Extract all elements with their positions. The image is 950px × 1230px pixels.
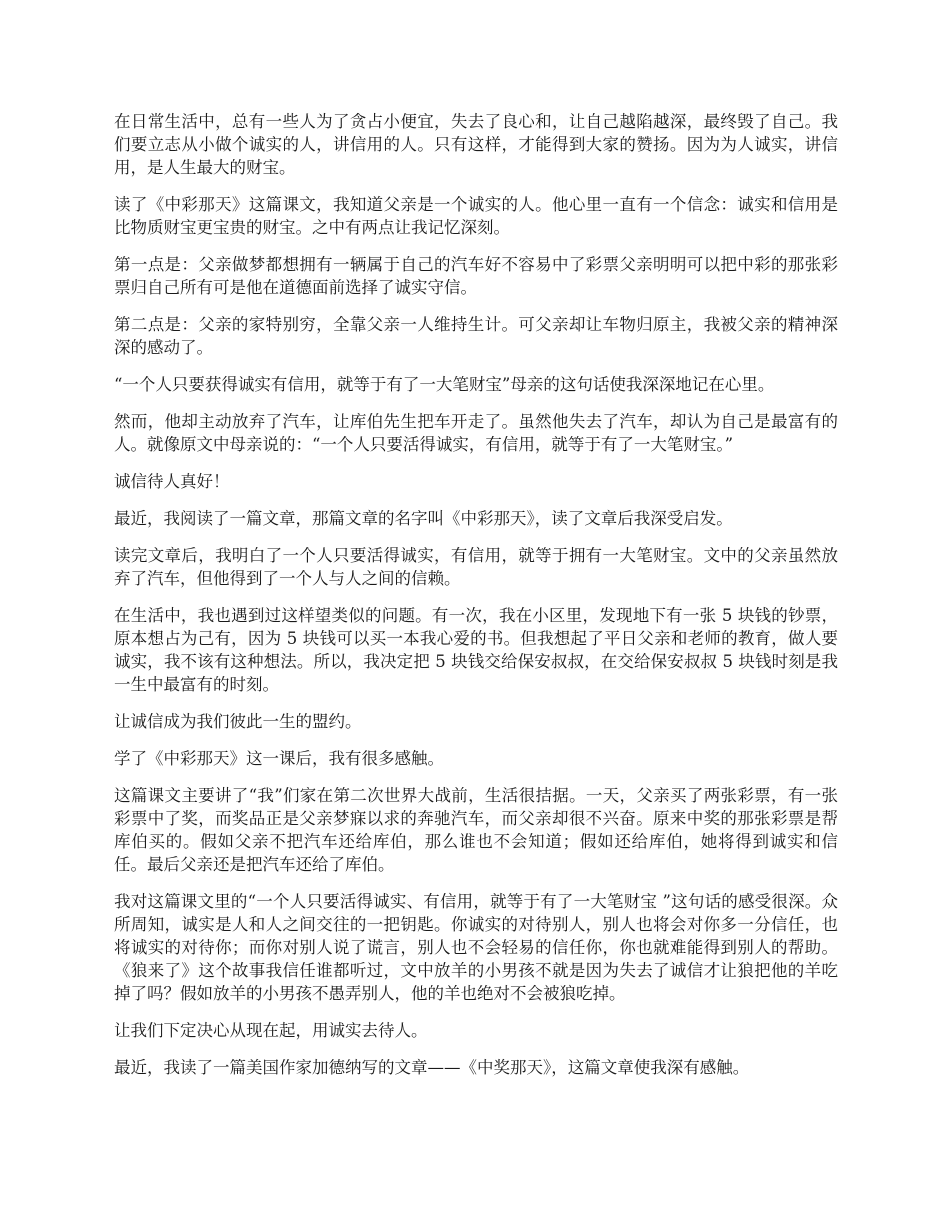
paragraph-7: 诚信待人真好！ <box>114 472 230 491</box>
paragraph-15: 让我们下定决心从现在起，用诚实去待人。 <box>114 1021 428 1040</box>
paragraph-3: 第一点是：父亲做梦都想拥有一辆属于自己的汽车好不容易中了彩票父亲明明可以把中彩的那张彩票归自己所有可是他在道德面前选择了诚实守信。 <box>114 255 838 297</box>
paragraph-16: 最近，我读了一篇美国作家加德纳写的文章——《中奖那天》，这篇文章使我深有感触。 <box>114 1058 750 1077</box>
paragraph-11: 让诚信成为我们彼此一生的盟约。 <box>114 712 362 731</box>
paragraph-5: “一个人只要获得诚实有信用，就等于有了一大笔财宝”母亲的这句话使我深深地记在心里。 <box>114 375 775 394</box>
paragraph-9: 读完文章后，我明白了一个人只要活得诚实，有信用，就等于拥有一大笔财宝。文中的父亲虽然放弃了汽车，但他得到了一个人与人之间的信赖。 <box>114 546 838 588</box>
paragraph-6: 然而，他却主动放弃了汽车，让库伯先生把车开走了。虽然他失去了汽车，却认为自己是最富有的人。就像原文中母亲说的：“一个人只要活得诚实，有信用，就等于有了一大笔财宝。” <box>114 412 838 454</box>
paragraph-10: 在生活中，我也遇到过这样望类似的问题。有一次，我在小区里，发现地下有一张 5 块钱的钞票，原本想占为己有，因为 5 块钱可以买一本我心爱的书。但我想起了平日父亲和老师的教育，做人要诚实，我不该有这种想法。所以，我决定把 5 块钱交给保安叔叔，在交给保安叔叔 5 块钱时刻是我一生中最富有的时刻。 <box>114 606 838 694</box>
paragraph-8: 最近，我阅读了一篇文章，那篇文章的名字叫《中彩那天》，读了文章后我深受启发。 <box>114 509 733 528</box>
paragraph-1: 在日常生活中，总有一些人为了贪占小便宜，失去了良心和，让自己越陷越深，最终毁了自己。我们要立志从小做个诚实的人，讲信用的人。只有这样，才能得到大家的赞扬。因为为人诚实，讲信用，是人生最大的财宝。 <box>114 112 838 177</box>
paragraph-13: 这篇课文主要讲了“我”们家在第二次世界大战前，生活很拮据。一天，父亲买了两张彩票，有一张彩票中了奖，而奖品正是父亲梦寐以求的奔驰汽车，而父亲却很不兴奋。原来中奖的那张彩票是帮库伯买的。假如父亲不把汽车还给库伯，那么谁也不会知道；假如还给库伯，她将得到诚实和信任。最后父亲还是把汽车还给了库伯。 <box>114 786 838 874</box>
paragraph-12: 学了《中彩那天》这一课后，我有很多感触。 <box>114 749 444 768</box>
paragraph-14: 我对这篇课文里的“一个人只要活得诚实、有信用，就等于有了一大笔财宝 ”这句话的感受很深。众所周知，诚实是人和人之间交往的一把钥匙。你诚实的对待别人，别人也将会对你多一分信任，也将诚实的对待你；而你对别人说了谎言，别人也不会轻易的信任你，你也就难能得到别人的帮助。《狼来了》这个故事我信任谁都听过，文中放羊的小男孩不就是因为失去了诚信才让狼把他的羊吃掉了吗？假如放羊的小男孩不愚弄别人，他的羊也绝对不会被狼吃掉。 <box>114 892 838 1003</box>
paragraph-2: 读了《中彩那天》这篇课文，我知道父亲是一个诚实的人。他心里一直有一个信念：诚实和信用是比物质财宝更宝贵的财宝。之中有两点让我记忆深刻。 <box>114 195 838 237</box>
paragraph-4: 第二点是：父亲的家特别穷，全靠父亲一人维持生计。可父亲却让车物归原主，我被父亲的精神深深的感动了。 <box>114 315 838 357</box>
